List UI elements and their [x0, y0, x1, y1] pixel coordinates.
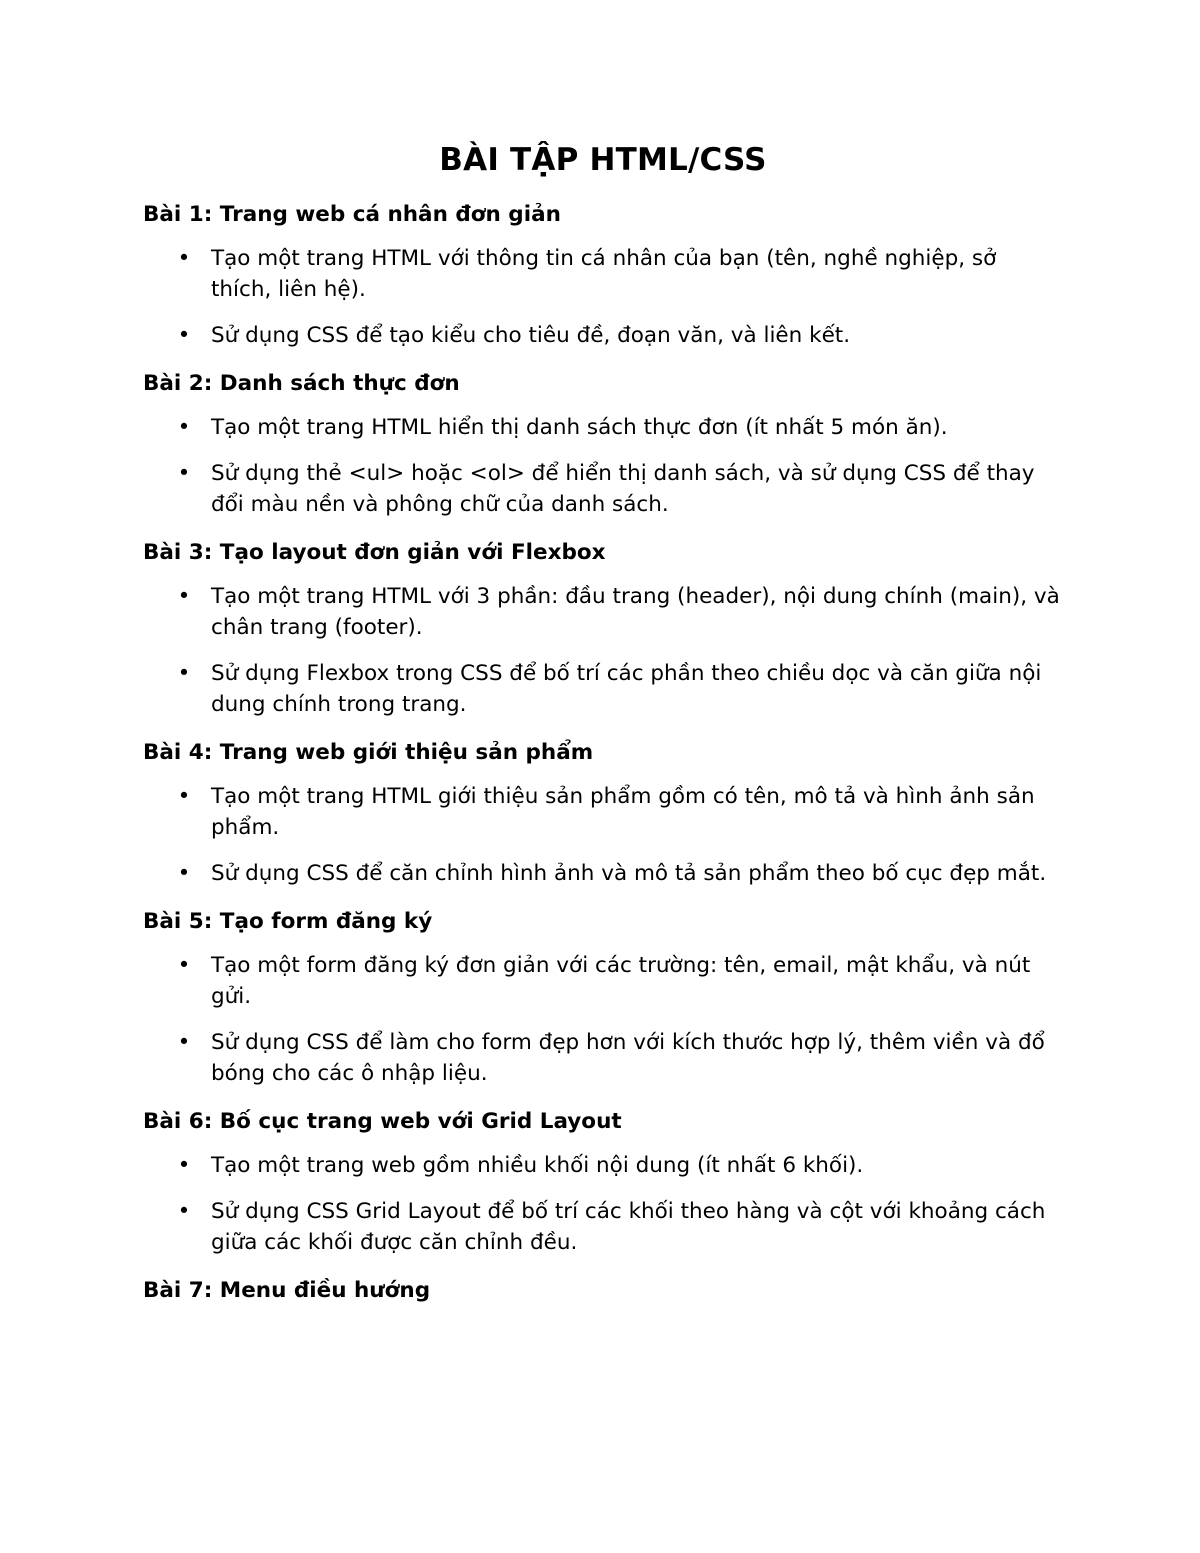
list-item-text: Sử dụng CSS để làm cho form đẹp hơn với kích thước hợp lý, thêm viền và đổ bóng cho các ô nhập liệu.: [211, 1030, 1045, 1086]
list-item-text: Tạo một trang HTML với 3 phần: đầu trang (header), nội dung chính (main), và chân trang (footer).: [211, 584, 1060, 640]
list-item: [143, 243, 1063, 305]
exercise-heading: Bài 4: Trang web giới thiệu sản phẩm: [143, 740, 594, 765]
bullet-icon: •: [177, 584, 191, 609]
list-item-text: Sử dụng Flexbox trong CSS để bố trí các phần theo chiều dọc và căn giữa nội dung chính trong trang.: [211, 661, 1042, 717]
list-item-text: Tạo một trang HTML hiển thị danh sách thực đơn (ít nhất 5 món ăn).: [211, 415, 948, 440]
list-item: [143, 320, 1063, 351]
bullet-list: [143, 950, 1063, 1089]
exercise-7: [143, 1260, 1063, 1319]
bullet-icon: •: [177, 323, 191, 348]
list-item: [143, 858, 1063, 889]
list-item-text: Tạo một trang web gồm nhiều khối nội dung (ít nhất 6 khối).: [211, 1153, 864, 1178]
bullet-list: [143, 243, 1063, 351]
list-item-text: Tạo một form đăng ký đơn giản với các trường: tên, email, mật khẩu, và nút gửi.: [211, 953, 1031, 1009]
list-item-text: Tạo một trang HTML với thông tin cá nhân của bạn (tên, nghề nghiệp, sở thích, liên hệ).: [211, 246, 997, 302]
exercise-6: [143, 1091, 1063, 1258]
list-item-text: Sử dụng CSS để tạo kiểu cho tiêu đề, đoạn văn, và liên kết.: [211, 323, 851, 348]
document-body: [143, 138, 1063, 1319]
bullet-list: [143, 781, 1063, 889]
list-item: [143, 658, 1063, 720]
exercise-heading: Bài 1: Trang web cá nhân đơn giản: [143, 202, 561, 227]
list-item-text: Sử dụng CSS để căn chỉnh hình ảnh và mô tả sản phẩm theo bố cục đẹp mắt.: [211, 861, 1047, 886]
exercise-heading: Bài 7: Menu điều hướng: [143, 1278, 431, 1303]
bullet-icon: •: [177, 1030, 191, 1055]
list-item: [143, 1196, 1063, 1258]
bullet-list: [143, 581, 1063, 720]
bullet-icon: •: [177, 661, 191, 686]
list-item: [143, 581, 1063, 643]
exercise-heading: Bài 6: Bố cục trang web với Grid Layout: [143, 1109, 622, 1134]
list-item: [143, 1027, 1063, 1089]
exercise-heading: Bài 5: Tạo form đăng ký: [143, 909, 433, 934]
bullet-icon: •: [177, 461, 191, 486]
list-item: [143, 781, 1063, 843]
exercise-1: [143, 182, 1063, 351]
list-item-text: Sử dụng thẻ <ul> hoặc <ol> để hiển thị danh sách, và sử dụng CSS để thay đổi màu nền và phông chữ của danh sách.: [211, 461, 1035, 517]
list-item-text: Tạo một trang HTML giới thiệu sản phẩm gồm có tên, mô tả và hình ảnh sản phẩm.: [211, 784, 1035, 840]
bullet-list: [143, 412, 1063, 520]
exercise-3: [143, 522, 1063, 720]
bullet-icon: •: [177, 415, 191, 440]
list-item: [143, 458, 1063, 520]
exercise-5: [143, 891, 1063, 1089]
exercise-heading: Bài 3: Tạo layout đơn giản với Flexbox: [143, 540, 606, 565]
exercise-4: [143, 722, 1063, 889]
exercise-heading: Bài 2: Danh sách thực đơn: [143, 371, 460, 396]
list-item-text: Sử dụng CSS Grid Layout để bố trí các khối theo hàng và cột với khoảng cách giữa các khối được căn chỉnh đều.: [211, 1199, 1046, 1255]
bullet-icon: •: [177, 861, 191, 886]
bullet-icon: •: [177, 953, 191, 978]
list-item: [143, 1150, 1063, 1181]
bullet-icon: •: [177, 246, 191, 271]
exercise-2: [143, 353, 1063, 520]
bullet-icon: •: [177, 1153, 191, 1178]
list-item: [143, 950, 1063, 1012]
bullet-list: [143, 1150, 1063, 1258]
document-title: BÀI TẬP HTML/CSS: [439, 142, 767, 178]
list-item: [143, 412, 1063, 443]
bullet-icon: •: [177, 1199, 191, 1224]
bullet-icon: •: [177, 784, 191, 809]
